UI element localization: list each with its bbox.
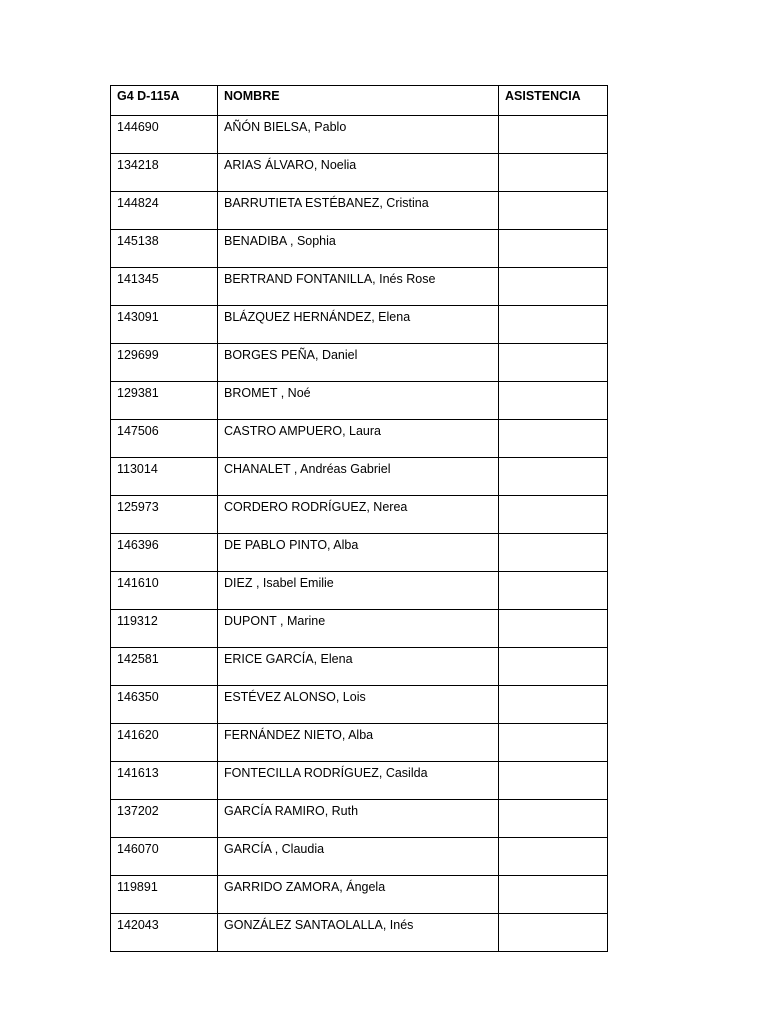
attendance-cell[interactable]: [499, 116, 608, 154]
student-id-cell: 119891: [111, 876, 218, 914]
attendance-cell[interactable]: [499, 572, 608, 610]
table-row: [111, 496, 608, 534]
student-id-cell: 141620: [111, 724, 218, 762]
student-id-cell: 146070: [111, 838, 218, 876]
student-name-cell: AÑÓN BIELSA, Pablo: [218, 116, 499, 154]
attendance-cell[interactable]: [499, 648, 608, 686]
table-row: [111, 724, 608, 762]
table-row: [111, 914, 608, 952]
student-name-cell: BERTRAND FONTANILLA, Inés Rose: [218, 268, 499, 306]
attendance-cell[interactable]: [499, 876, 608, 914]
student-name-cell: FERNÁNDEZ NIETO, Alba: [218, 724, 499, 762]
student-id-cell: 143091: [111, 306, 218, 344]
student-id-cell: 142581: [111, 648, 218, 686]
attendance-cell[interactable]: [499, 838, 608, 876]
column-header-name: NOMBRE: [218, 86, 499, 116]
table-row: [111, 306, 608, 344]
student-id-cell: 134218: [111, 154, 218, 192]
student-id-cell: 146350: [111, 686, 218, 724]
table-row: [111, 838, 608, 876]
student-id-cell: 119312: [111, 610, 218, 648]
attendance-cell[interactable]: [499, 230, 608, 268]
table-row: [111, 230, 608, 268]
student-name-cell: CORDERO RODRÍGUEZ, Nerea: [218, 496, 499, 534]
table-row: [111, 572, 608, 610]
table-header-row: [111, 86, 608, 116]
student-name-cell: CASTRO AMPUERO, Laura: [218, 420, 499, 458]
attendance-table: [110, 85, 608, 952]
attendance-cell[interactable]: [499, 344, 608, 382]
student-name-cell: DE PABLO PINTO, Alba: [218, 534, 499, 572]
student-name-cell: BLÁZQUEZ HERNÁNDEZ, Elena: [218, 306, 499, 344]
table-row: [111, 420, 608, 458]
attendance-cell[interactable]: [499, 306, 608, 344]
student-id-cell: 142043: [111, 914, 218, 952]
student-name-cell: DIEZ , Isabel Emilie: [218, 572, 499, 610]
student-id-cell: 137202: [111, 800, 218, 838]
table-row: [111, 762, 608, 800]
student-id-cell: 141610: [111, 572, 218, 610]
attendance-cell[interactable]: [499, 610, 608, 648]
student-id-cell: 141345: [111, 268, 218, 306]
student-id-cell: 141613: [111, 762, 218, 800]
attendance-cell[interactable]: [499, 686, 608, 724]
student-name-cell: BARRUTIETA ESTÉBANEZ, Cristina: [218, 192, 499, 230]
student-id-cell: 125973: [111, 496, 218, 534]
student-id-cell: 144824: [111, 192, 218, 230]
column-header-code: G4 D-115A: [111, 86, 218, 116]
student-id-cell: 147506: [111, 420, 218, 458]
student-name-cell: GONZÁLEZ SANTAOLALLA, Inés: [218, 914, 499, 952]
attendance-cell[interactable]: [499, 420, 608, 458]
student-name-cell: BORGES PEÑA, Daniel: [218, 344, 499, 382]
attendance-cell[interactable]: [499, 534, 608, 572]
student-id-cell: 129381: [111, 382, 218, 420]
student-name-cell: ESTÉVEZ ALONSO, Lois: [218, 686, 499, 724]
table-row: [111, 686, 608, 724]
attendance-cell[interactable]: [499, 154, 608, 192]
student-name-cell: DUPONT , Marine: [218, 610, 499, 648]
attendance-cell[interactable]: [499, 382, 608, 420]
table-row: [111, 344, 608, 382]
attendance-cell[interactable]: [499, 496, 608, 534]
student-id-cell: 113014: [111, 458, 218, 496]
student-name-cell: CHANALET , Andréas Gabriel: [218, 458, 499, 496]
attendance-cell[interactable]: [499, 268, 608, 306]
student-name-cell: ARIAS ÁLVARO, Noelia: [218, 154, 499, 192]
table-row: [111, 876, 608, 914]
student-name-cell: GARCÍA , Claudia: [218, 838, 499, 876]
student-id-cell: 146396: [111, 534, 218, 572]
attendance-cell[interactable]: [499, 762, 608, 800]
attendance-cell[interactable]: [499, 800, 608, 838]
attendance-cell[interactable]: [499, 914, 608, 952]
student-id-cell: 144690: [111, 116, 218, 154]
attendance-cell[interactable]: [499, 192, 608, 230]
student-name-cell: ERICE GARCÍA, Elena: [218, 648, 499, 686]
table-row: [111, 382, 608, 420]
table-row: [111, 192, 608, 230]
table-row: [111, 268, 608, 306]
attendance-cell[interactable]: [499, 458, 608, 496]
column-header-attendance: ASISTENCIA: [499, 86, 608, 116]
table-body: [111, 116, 608, 952]
attendance-cell[interactable]: [499, 724, 608, 762]
table-row: [111, 648, 608, 686]
student-name-cell: BENADIBA , Sophia: [218, 230, 499, 268]
table-row: [111, 154, 608, 192]
table-row: [111, 458, 608, 496]
student-name-cell: GARCÍA RAMIRO, Ruth: [218, 800, 499, 838]
table-row: [111, 534, 608, 572]
student-id-cell: 145138: [111, 230, 218, 268]
student-name-cell: FONTECILLA RODRÍGUEZ, Casilda: [218, 762, 499, 800]
student-name-cell: GARRIDO ZAMORA, Ángela: [218, 876, 499, 914]
student-id-cell: 129699: [111, 344, 218, 382]
table-row: [111, 800, 608, 838]
table-row: [111, 610, 608, 648]
student-name-cell: BROMET , Noé: [218, 382, 499, 420]
table-row: [111, 116, 608, 154]
